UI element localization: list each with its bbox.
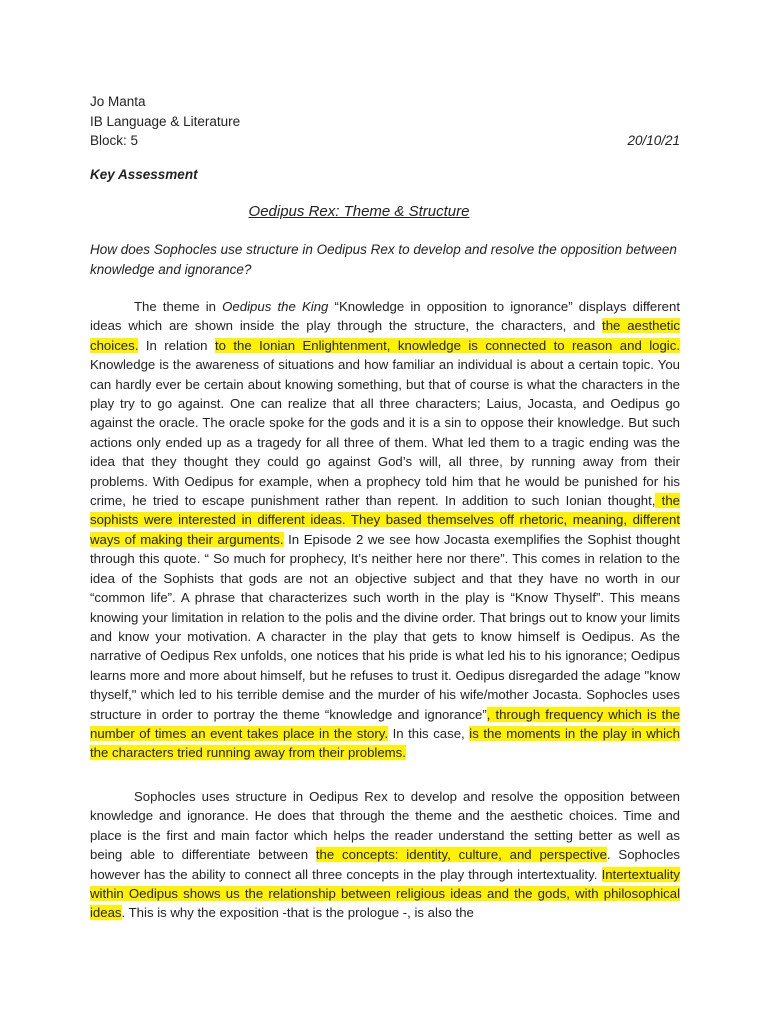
assessment-label: Key Assessment [90, 167, 198, 182]
course-name: IB Language & Literature [90, 113, 241, 129]
italic-text: Oedipus the King [222, 299, 329, 314]
body-text-run: Sophocles uses structure in Oedipus Rex to develop and resolve the opposition between knowledge and ignorance. He does that through the theme and the aesthetic choices. Time and place is the first and main factor which helps the reader understand the setting better as well as being able to differentiate between [90, 789, 680, 863]
highlighted-text: the sophists were interested in different ideas. They based themselves off rhetoric, meaning, different ways of making their arguments. [90, 493, 680, 547]
body-text-run: In this case, [388, 725, 470, 741]
paragraph-2 [90, 787, 680, 923]
author-name: Jo Manta [90, 94, 146, 109]
highlighted-text: is the moments in the play in which the characters tried running away from their problems. [90, 725, 680, 761]
body-text-run: . Sophocles however has the ability to connect all three concepts in the play through intertextuality. [90, 847, 680, 882]
paragraph-1 [90, 297, 680, 763]
body-text-run: The theme in [134, 299, 223, 314]
body-text-run: “Knowledge in opposition to ignorance” displays different ideas which are shown inside the play through the structure, the characters, and [90, 299, 680, 334]
highlighted-text: the concepts: identity, culture, and perspective [315, 847, 607, 863]
body-text-run: . This is why the exposition -that is the prologue -, is also the [121, 905, 474, 921]
highlighted-text: the aesthetic choices. [90, 318, 680, 353]
block-label: Block: 5 [90, 133, 139, 148]
essay-question: How does Sophocles use structure in Oedipus Rex to develop and resolve the opposition between knowledge and ignorance? [90, 242, 677, 277]
header-block [90, 92, 680, 151]
highlighted-text: Intertextuality within Oedipus shows us the relationship between religious ideas and the gods, with philosophical ideas [90, 866, 680, 921]
date-label: 20/10/21 [627, 133, 680, 148]
highlighted-text: , through frequency which is the number of times an event takes place in the story. [90, 706, 680, 741]
paragraph-1-content [90, 299, 680, 760]
body-text-run: In relation [138, 337, 215, 353]
body-text-run: Knowledge is the awareness of situations and how familiar an individual is about a certain topic. You can hardly ever be certain about knowing something, but that of course is what the characters in the play try to go against. One can realize that all three characters; Laius, Jocasta, and Oedipus go against the oracle. The oracle spoke for the gods and it is a sin to oppose their knowledge. But such actions only ended up as a tragedy for all three of them. What led them to a tragic ending was the idea that they thought they could go against God’s will, all three, by running away from their problems. With Oedipus for example, when a prophecy told him that he would be punished for his crime, he tried to escape punishment rather than repent. In addition to such Ionian thought, [90, 357, 680, 509]
document-title: Oedipus Rex: Theme & Structure [248, 203, 470, 220]
highlighted-text: to the Ionian Enlightenment, knowledge is connected to reason and logic. [214, 337, 680, 353]
block-date-line [90, 131, 680, 151]
body-text-run: In Episode 2 we see how Jocasta exemplifies the Sophist thought through this quote. “ So much for prophecy, It’s neither here nor there”. This comes in relation to the idea of the Sophists that gods are not an objective subject and that they have no worth in our “common life”. A phrase that characterizes such worth in the play is “Know Thyself”. This means knowing your limitation in relation to the polis and the divine order. That brings out to know your limits and know your motivation. A character in the play that gets to know himself is Oedipus. As the narrative of Oedipus Rex unfolds, one notices that his pride is what led his to his ignorance; Oedipus learns more and more about himself, but he refuses to trust it. Oedipus disregarded the adage "know thyself," which led to his terrible demise and the murder of his wife/mother Jocasta. Sophocles uses structure in order to portray the theme “knowledge and ignorance” [90, 531, 680, 722]
paragraph-2-content [90, 789, 680, 920]
